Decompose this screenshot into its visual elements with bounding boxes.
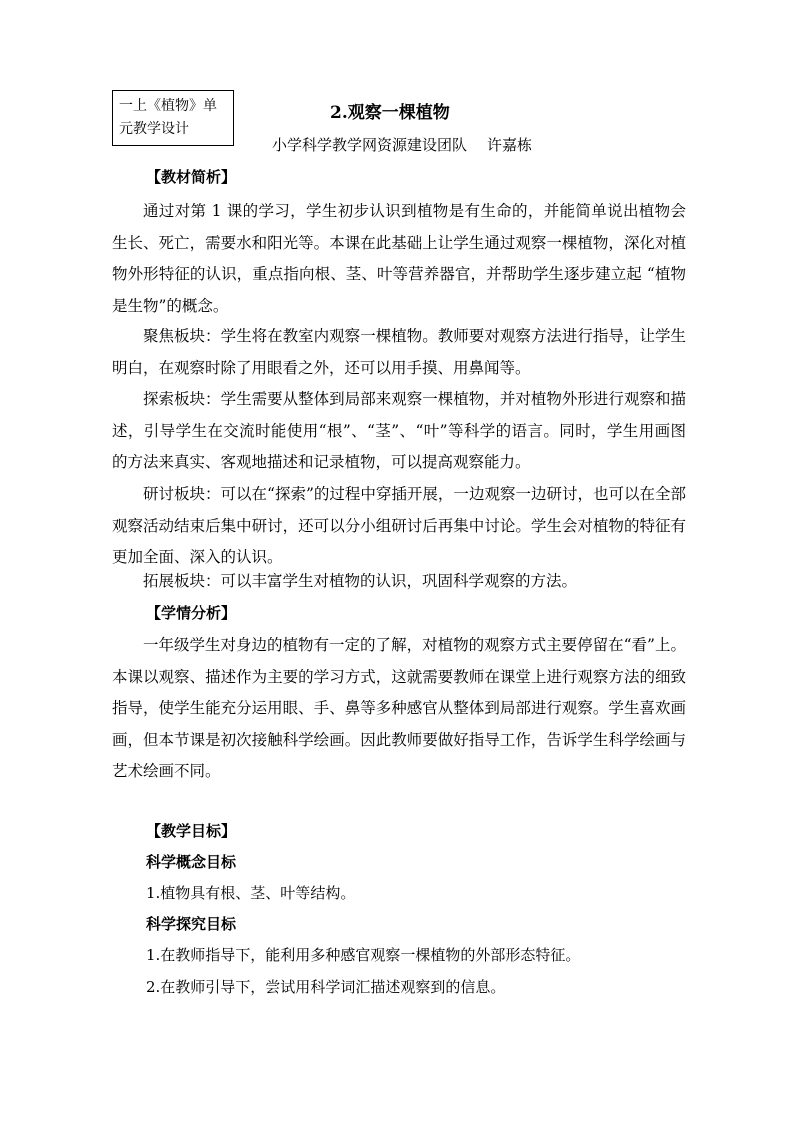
lesson-title: 2.观察一棵植物 — [330, 103, 450, 123]
section-heading-goals: 【教学目标】 — [146, 822, 237, 840]
goal-item-inquiry-1: 1.在教师指导下，能利用多种感官观察一棵植物的外部形态特征。 — [146, 946, 581, 964]
section-heading-textbook: 【教材简析】 — [146, 168, 237, 186]
paragraph-focus-block: 聚焦板块：学生将在教室内观察一棵植物。教师要对观察方法进行指导，让学生明白，在观察时除了用眼看之外，还可以用手摸、用鼻闻等。 — [112, 327, 686, 377]
unit-label-box: 一上《植物》单元教学设计 — [112, 90, 234, 146]
goal-item-concept-1: 1.植物具有根、茎、叶等结构。 — [146, 884, 356, 902]
paragraph-extend-block: 拓展板块：可以丰富学生对植物的认识，巩固科学观察的方法。 — [143, 572, 578, 590]
paragraph-discuss-block: 研讨板块：可以在“探索”的过程中穿插开展，一边观察一边研讨，也可以在全部观察活动结束后集中研讨，还可以分小组研讨后再集中讨论。学生会对植物的特征有更加全面、深入的认识。 — [112, 485, 686, 566]
section-heading-learners: 【学情分析】 — [146, 604, 237, 622]
author-name: 许嘉栋 — [487, 136, 533, 154]
goal-heading-inquiry: 科学探究目标 — [146, 915, 237, 933]
goal-heading-concept: 科学概念目标 — [146, 853, 237, 871]
goal-item-inquiry-2: 2.在教师引导下，尝试用科学词汇描述观察到的信息。 — [146, 978, 506, 996]
author-line — [272, 134, 532, 155]
paragraph-explore-block: 探索板块：学生需要从整体到局部来观察一棵植物，并对植物外形进行观察和描述，引导学生在交流时能使用“根”、“茎”、“叶”等科学的语言。同时，学生用画图的方法来真实、客观地描述和记录植物，可以提高观察能力。 — [112, 390, 686, 471]
paragraph-textbook-intro: 通过对第 1 课的学习，学生初步认识到植物是有生命的，并能简单说出植物会生长、死亡，需要水和阳光等。本课在此基础上让学生通过观察一棵植物，深化对植物外形特征的认识，重点指向根、茎、叶等营养器官，并帮助学生逐步建立起 “植物是生物”的概念。 — [112, 202, 686, 315]
paragraph-learner-analysis: 一年级学生对身边的植物有一定的了解，对植物的观察方式主要停留在“看”上。本课以观察、描述作为主要的学习方式，这就需要教师在课堂上进行观察方法的细致指导，使学生能充分运用眼、手、鼻等多种感官从整体到局部进行观察。学生喜欢画画，但本节课是初次接触科学绘画。因此教师要做好指导工作，告诉学生科学绘画与艺术绘画不同。 — [112, 636, 686, 780]
team-name: 小学科学教学网资源建设团队 — [272, 136, 468, 154]
